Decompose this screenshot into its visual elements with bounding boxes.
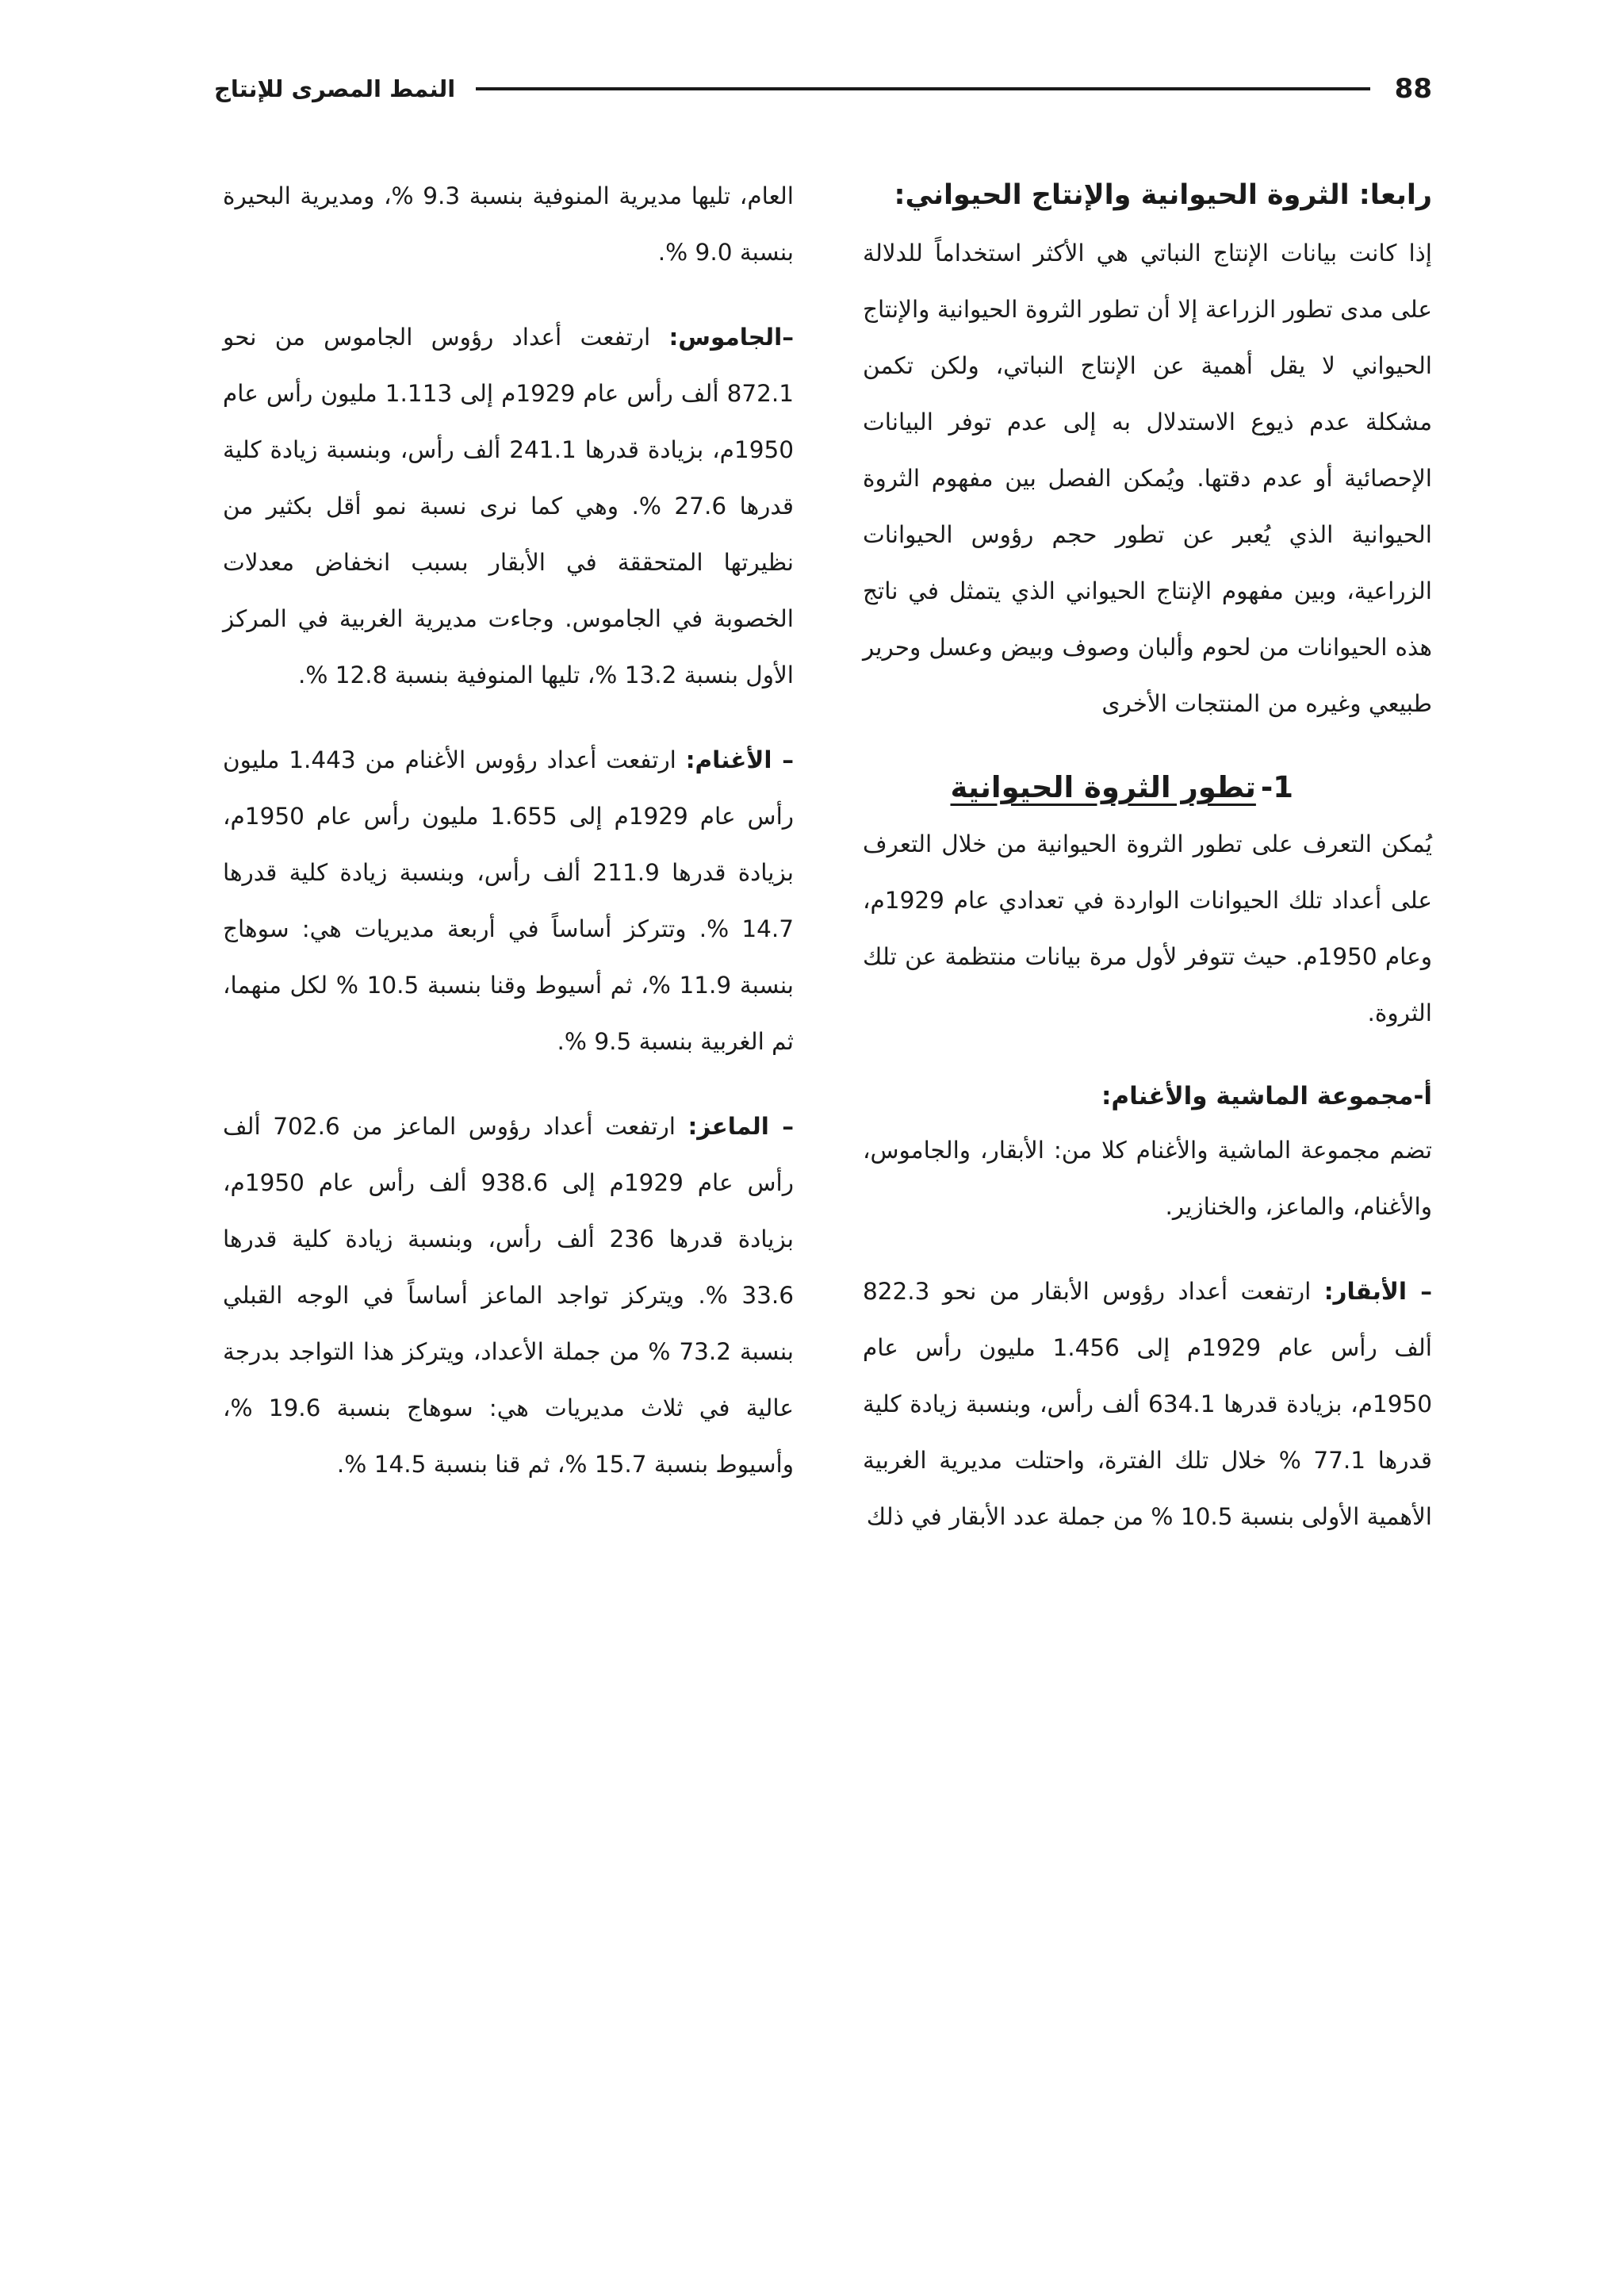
- cattle-term: – الأبقار:: [1323, 1278, 1432, 1305]
- header-rule: [476, 87, 1370, 90]
- section-heading: رابعا: الثروة الحيوانية والإنتاج الحيواني:: [894, 179, 1432, 211]
- running-title: النمط المصرى للإنتاج: [214, 75, 456, 102]
- page-header: [214, 65, 1432, 113]
- sheep-term: – الأغنام:: [685, 746, 794, 773]
- cattle-paragraph: [863, 1264, 1432, 1545]
- goats-term: – الماعز:: [688, 1113, 794, 1140]
- heading-text: تطور الثروة الحيوانية: [950, 770, 1256, 804]
- buffalo-paragraph: [223, 309, 794, 704]
- sheep-text: ارتفعت أعداد رؤوس الأغنام من 1.443 مليون رأس عام 1929م إلى 1.655 مليون رأس عام 1950م، بزيادة قدرها 211.9 ألف رأس، وبنسبة زيادة كلية قدرها 14.7 %. وتتركز أساساً في أربعة مديريات هي: سوهاج بنسبة 11.9 %، ثم أسيوط وقنا بنسبة 10.5 % لكل منهما، ثم الغربية بنسبة 9.5 %.: [223, 746, 795, 1055]
- livestock-development-paragraph: يُمكن التعرف على تطور الثروة الحيوانية من خلال التعرف على أعداد تلك الحيوانات الواردة في تعدادي عام 1929م، وعام 1950م. حيث تتوفر لأول مرة بيانات منتظمة عن تلك الثروة.: [863, 830, 1432, 1026]
- sub-heading: أ-مجموعة الماشية والأغنام:: [1101, 1082, 1432, 1110]
- page-number: 88: [1394, 73, 1432, 105]
- intro-paragraph: إذا كانت بيانات الإنتاج النباتي هي الأكثر استخداماً للدلالة على مدى تطور الزراعة إلا أن تطور الثروة الحيوانية والإنتاج الحيواني لا يقل أهمية عن الإنتاج النباتي، ولكن تكمن مشكلة عدم ذيوع الاستدلال به إلى عدم توفر البيانات الإحصائية أو عدم دقتها. ويُمكن الفصل بين مفهوم الثروة الحيوانية الذي يُعبر عن تطور حجم رؤوس الحيوانات الزراعية، وبين مفهوم الإنتاج الحيواني الذي يتمثل في ناتج هذه الحيوانات من لحوم وألبان وصوف وبيض وعسل وحرير طبيعي وغيره من المنتجات الأخرى: [863, 240, 1432, 717]
- numbered-heading: [863, 761, 1432, 815]
- cattle-text: ارتفعت أعداد رؤوس الأبقار من نحو 822.3 ألف رأس عام 1929م إلى 1.456 مليون رأس عام 1950م، بزيادة قدرها 634.1 ألف رأس، وبنسبة زيادة كلية قدرها 77.1 % خلال تلك الفترة، واحتلت مديرية الغربية الأهمية الأولى بنسبة 10.5 % من جملة عدد الأبقار في ذلك: [863, 1278, 1432, 1530]
- group-paragraph: تضم مجموعة الماشية والأغنام كلا من: الأبقار، والجاموس، والأغنام، والماعز، والخنازير.: [863, 1137, 1432, 1220]
- buffalo-term: –الجاموس:: [668, 324, 794, 351]
- left-column: [223, 168, 794, 1493]
- continuation-paragraph: العام، تليها مديرية المنوفية بنسبة 9.3 %، ومديرية البحيرة بنسبة 9.0 %.: [223, 182, 794, 266]
- sheep-paragraph: [223, 732, 794, 1070]
- buffalo-text: ارتفعت أعداد رؤوس الجاموس من نحو 872.1 ألف رأس عام 1929م إلى 1.113 مليون رأس عام 1950م، بزيادة قدرها 241.1 ألف رأس، وبنسبة زيادة كلية قدرها 27.6 %. وهي كما نرى نسبة نمو أقل بكثير من نظيرتها المتحققة في الأبقار بسبب انخفاض معدلات الخصوبة في الجاموس. وجاءت مديرية الغربية في المركز الأول بنسبة 13.2 %، تليها المنوفية بنسبة 12.8 %.: [223, 324, 795, 689]
- goats-text: ارتفعت أعداد رؤوس الماعز من 702.6 ألف رأس عام 1929م إلى 938.6 ألف رأس عام 1950م، بزيادة قدرها 236 ألف رأس، وبنسبة زيادة كلية قدرها 33.6 %. ويتركز تواجد الماعز أساساً في الوجه القبلي بنسبة 73.2 % من جملة الأعداد، ويتركز هذا التواجد بدرجة عالية في ثلاث مديريات هي: سوهاج بنسبة 19.6 %، وأسيوط بنسبة 15.7 %، ثم قنا بنسبة 14.5 %.: [223, 1113, 794, 1478]
- goats-paragraph: [223, 1099, 794, 1493]
- right-column: [863, 168, 1432, 1545]
- heading-number: 1-: [1260, 770, 1293, 804]
